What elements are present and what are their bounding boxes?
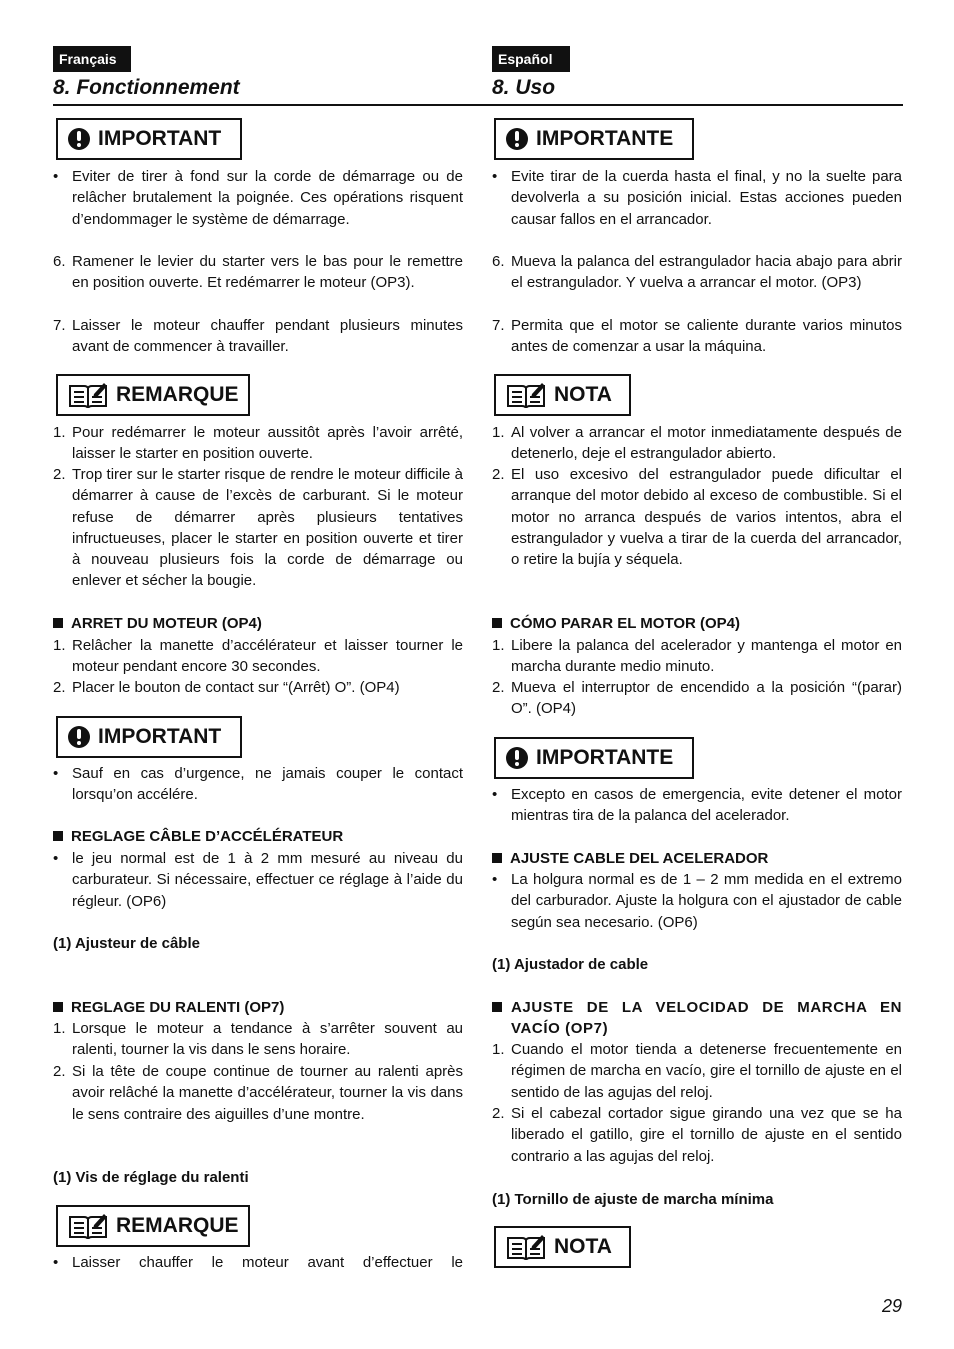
list-item: 1. Cuando el motor tienda a detenerse frecuentemente en régimen de marcha en vacío, gire el tornillo de ajuste en el sentido de las agujas del reloj. xyxy=(492,1041,902,1101)
figure-caption: (1) Tornillo de ajuste de marcha mínima xyxy=(492,1191,774,1208)
important-label: IMPORTANT xyxy=(98,127,222,150)
note-book-icon xyxy=(506,1234,546,1260)
important-box xyxy=(56,716,242,758)
step-item: 6. Mueva la palanca del estrangulador hacia abajo para abrir el estrangulador. Y vuelva a arrancar el motor. (OP3) xyxy=(492,253,902,292)
step-item: 6. Ramener le levier du starter vers le bas pour le remettre en position ouverte. Et redémarrer le moteur (OP3). xyxy=(53,253,463,292)
language-tag-spanish: Español xyxy=(492,46,570,72)
exclamation-icon xyxy=(506,747,528,769)
language-tag-french: Français xyxy=(53,46,131,72)
section-title-spanish: 8. Uso xyxy=(492,76,556,99)
list-item: • Sauf en cas d’urgence, ne jamais couper le contact lorsqu’on accélére. xyxy=(53,765,463,804)
list-item: 2. Trop tirer sur le starter risque de rendre le moteur difficile à démarrer à cause de l’excès de carburant. Si le moteur refuse de démarrer après plusieurs tentatives infructueuses, placer le starter en position ouverte et tirer à nouveau plusieurs fois la corde de démarrage ou enlever et sécher la bougie. xyxy=(53,466,463,590)
section-heading: AJUSTE DE LA VELOCIDAD DE MARCHA EN VACÍO (OP7) xyxy=(492,997,902,1040)
step-item: 7. Permita que el motor se caliente durante varios minutos antes de comenzar a usar la máquina. xyxy=(492,317,902,356)
section-heading: REGLAGE DU RALENTI (OP7) xyxy=(53,997,463,1018)
list-item: 1. Relâcher la manette d’accélérateur et laisser tourner le moteur pendant encore 30 secondes. xyxy=(53,637,463,676)
list-item: • Evite tirar de la cuerda hasta el final, y no la suelte para devolverla a su posición inicial. Estas acciones pueden causar fallos en el arrancador. xyxy=(492,168,902,228)
remarque-label: REMARQUE xyxy=(116,1214,239,1237)
remarque-box xyxy=(56,1205,250,1247)
list-item: 2. Si el cabezal cortador sigue girando una vez que se ha liberado el gatillo, gire el tornillo de ajuste en el sentido contrario a las agujas del reloj. xyxy=(492,1105,902,1165)
note-book-icon xyxy=(68,1213,108,1239)
importante-label: IMPORTANTE xyxy=(536,127,674,150)
importante-box xyxy=(494,118,694,160)
list-item: • Laisser chauffer le moteur avant d’effectuer le xyxy=(53,1254,463,1271)
list-item: 1. Lorsque le moteur a tendance à s’arrêter souvent au ralenti, tourner la vis dans le sens horaire. xyxy=(53,1020,463,1059)
section-title-french: 8. Fonctionnement xyxy=(53,76,240,99)
figure-caption: (1) Vis de réglage du ralenti xyxy=(53,1169,249,1186)
section-heading: CÓMO PARAR EL MOTOR (OP4) xyxy=(492,613,902,634)
section-heading: REGLAGE CÂBLE D’ACCÉLÉRATEUR xyxy=(53,826,463,847)
figure-caption: (1) Ajustador de cable xyxy=(492,956,649,973)
list-item: • Eviter de tirer à fond sur la corde de démarrage ou de relâcher brutalement la poignée. Ces opérations risquent d’endommager le système de démarrage. xyxy=(53,168,463,228)
list-item: 2. Mueva el interruptor de encendido a la posición “(parar) O”. (OP4) xyxy=(492,679,902,718)
nota-box xyxy=(494,1226,631,1268)
list-item: 1. Libere la palanca del acelerador y mantenga el motor en marcha durante medio minuto. xyxy=(492,637,902,676)
important-box xyxy=(56,118,242,160)
note-book-icon xyxy=(506,382,546,408)
list-item: 1. Al volver a arrancar el motor inmediatamente después de detenerlo, deje el estrangulador abierto. xyxy=(492,424,902,463)
exclamation-icon xyxy=(68,128,90,150)
section-heading: ARRET DU MOTEUR (OP4) xyxy=(53,613,463,634)
nota-label: NOTA xyxy=(554,383,612,406)
exclamation-icon xyxy=(68,726,90,748)
remarque-box xyxy=(56,374,250,416)
nota-box xyxy=(494,374,631,416)
exclamation-icon xyxy=(506,128,528,150)
list-item: • La holgura normal es de 1 – 2 mm medida en el extremo del carburador. Ajuste la holgura con el ajustador de cable según sea necesario. (OP6) xyxy=(492,871,902,931)
figure-caption: (1) Ajusteur de câble xyxy=(53,935,200,952)
step-item: 7. Laisser le moteur chauffer pendant plusieurs minutes avant de commencer à travailler. xyxy=(53,317,463,356)
list-item: 2. El uso excesivo del estrangulador puede dificultar el arranque del motor debido al exceso de combustible. Si el motor no arranca después de varios intentos, abra el estrangulador y vuelva a tirar de la cuerda del arrancador, o retire la bujía y séquela. xyxy=(492,466,902,569)
list-item: • le jeu normal est de 1 à 2 mm mesuré au niveau du carburateur. Si nécessaire, effectuer ce réglage à l’aide du régleur. (OP6) xyxy=(53,850,463,910)
remarque-label: REMARQUE xyxy=(116,383,239,406)
section-heading: AJUSTE CABLE DEL ACELERADOR xyxy=(492,848,902,869)
note-book-icon xyxy=(68,382,108,408)
list-item: 2. Placer le bouton de contact sur “(Arrêt) O”. (OP4) xyxy=(53,679,400,696)
nota-label: NOTA xyxy=(554,1235,612,1258)
header-rule xyxy=(53,104,903,106)
list-item: 2. Si la tête de coupe continue de tourner au ralenti après avoir relâché la manette d’accélérateur, tourner la vis dans le sens contraire des aiguilles d’une montre. xyxy=(53,1063,463,1123)
important-label: IMPORTANT xyxy=(98,725,222,748)
importante-box xyxy=(494,737,694,779)
list-item: 1. Pour redémarrer le moteur aussitôt après l’avoir arrêté, laisser le starter en position ouverte. xyxy=(53,424,463,463)
list-item: • Excepto en casos de emergencia, evite detener el motor mientras tira de la palanca del acelerador. xyxy=(492,786,902,825)
page-number: 29 xyxy=(881,1296,902,1316)
importante-label: IMPORTANTE xyxy=(536,746,674,769)
